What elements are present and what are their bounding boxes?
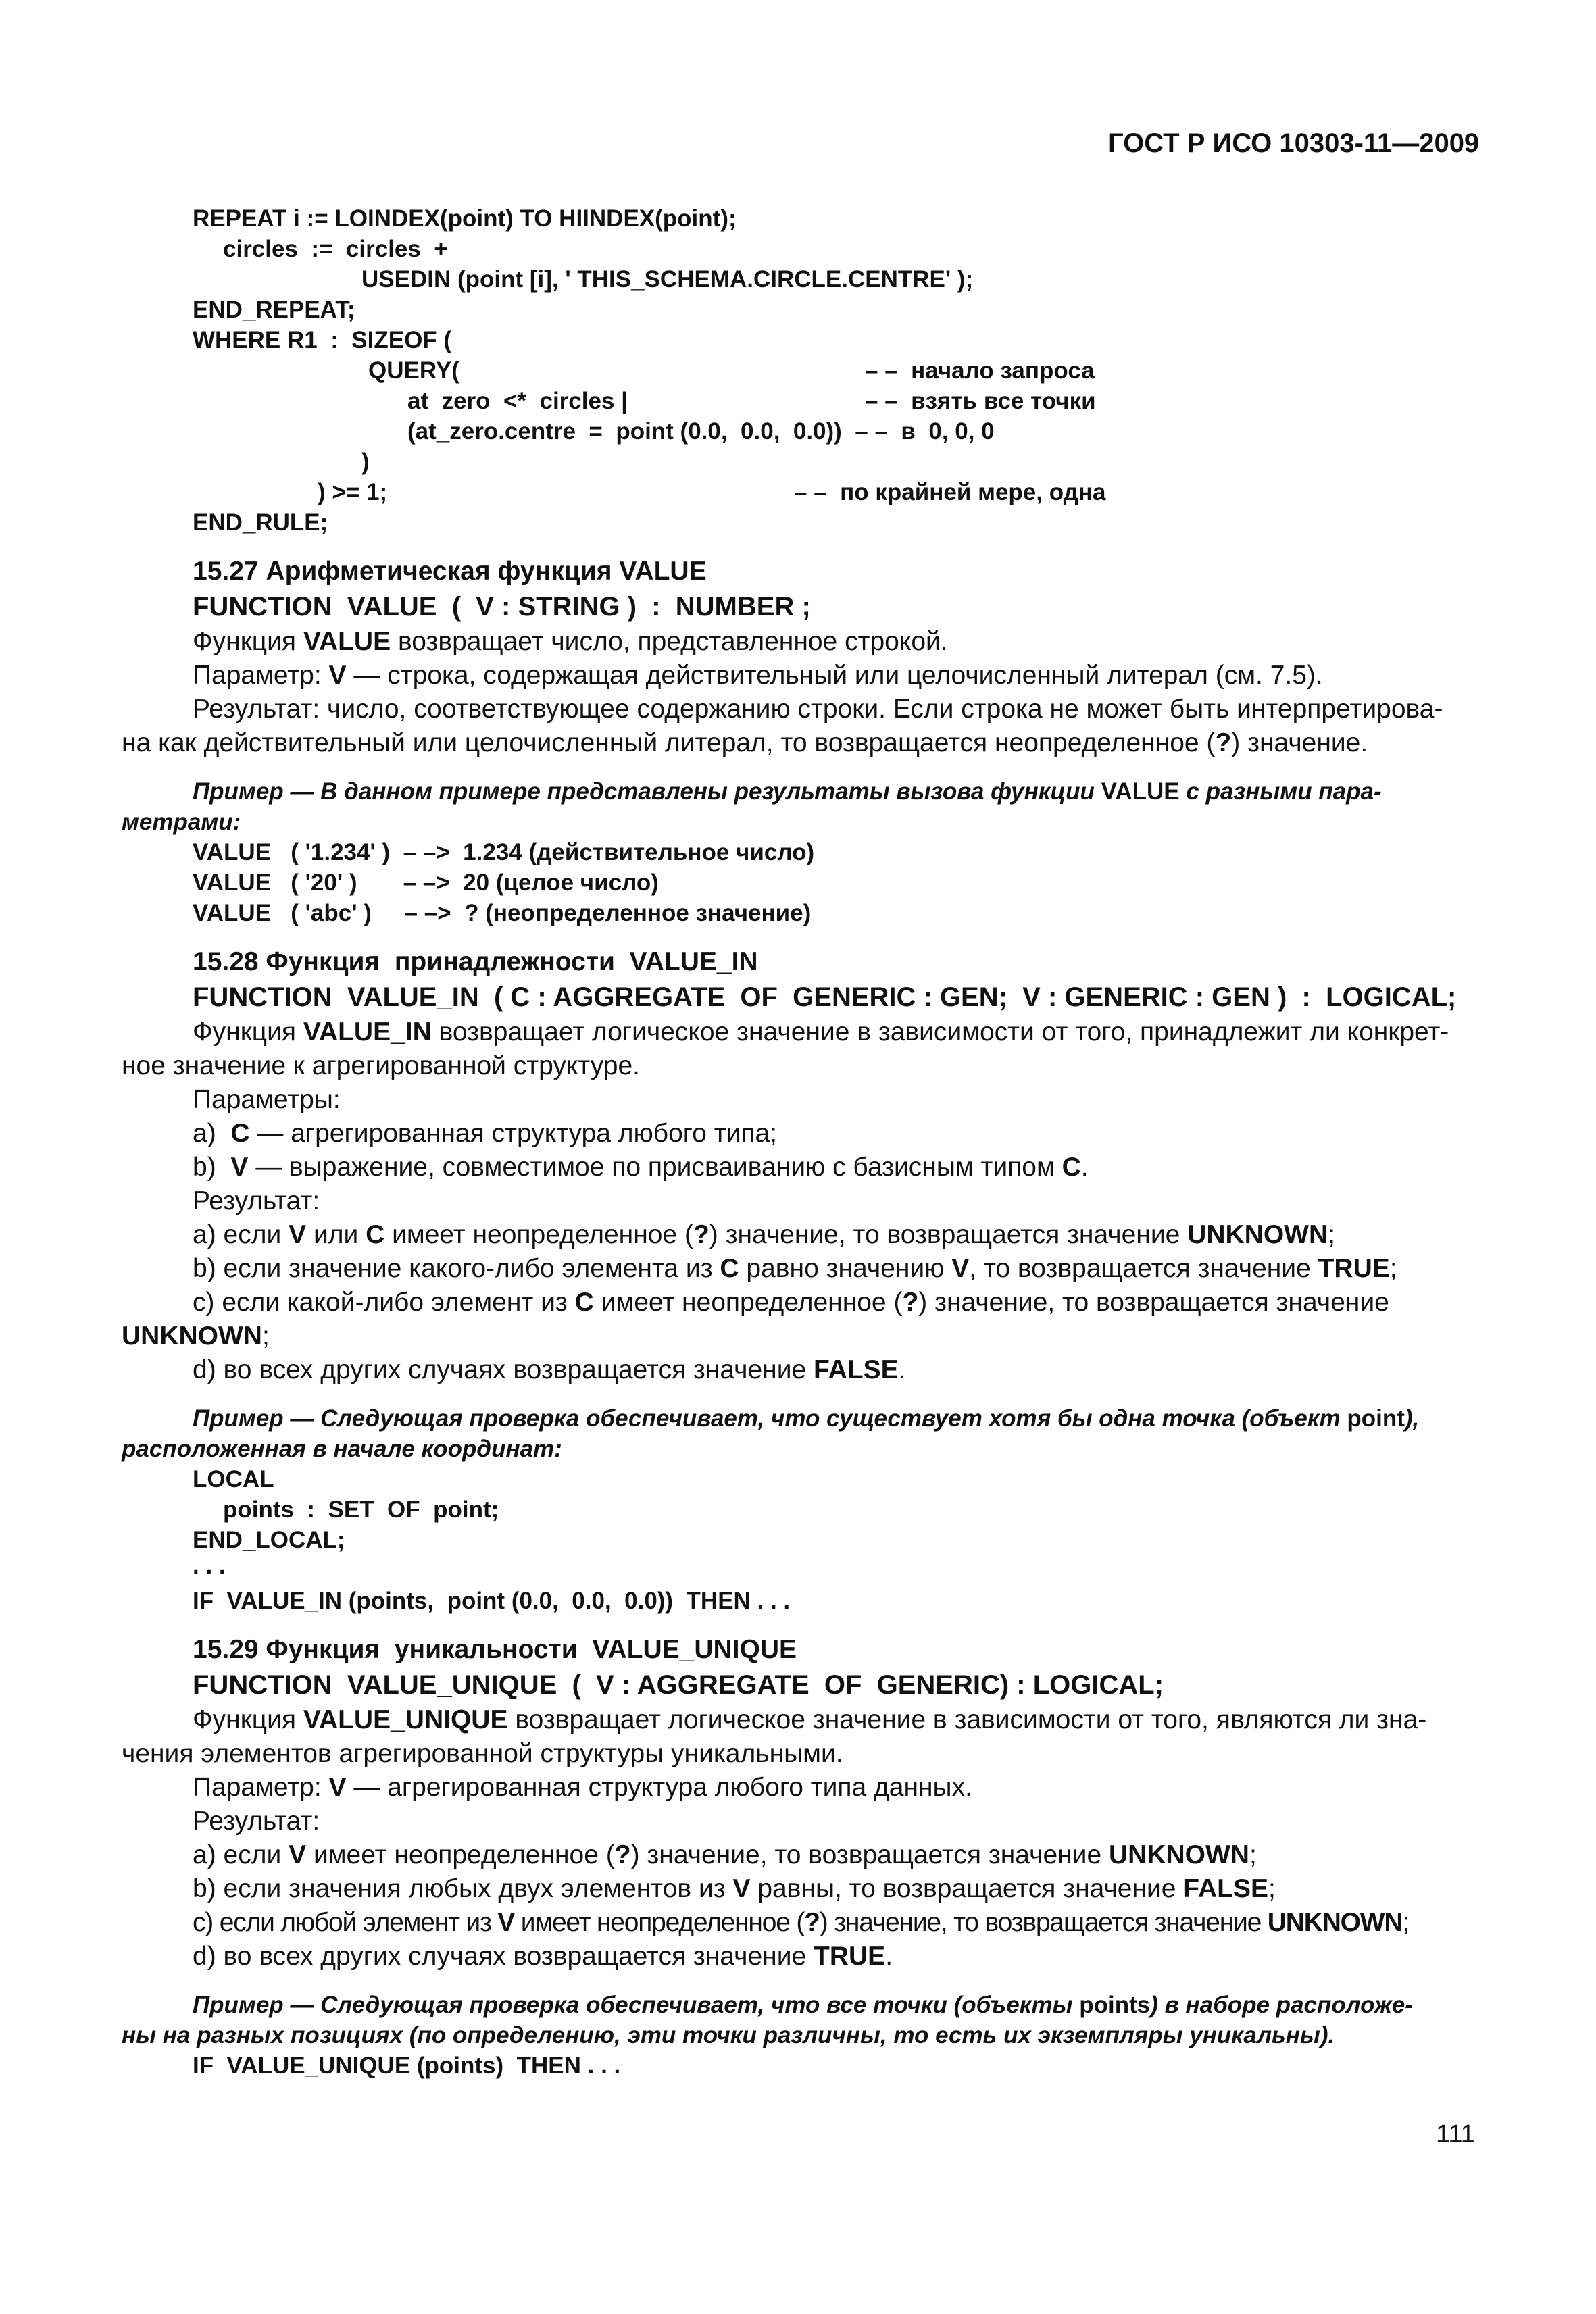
code-comment: – – начало запроса	[865, 357, 1095, 384]
code-line: WHERE R1 : SIZEOF (	[193, 327, 452, 353]
paragraph: ное значение к агрегированной структуре.	[122, 1051, 640, 1080]
code-line: . . .	[193, 1553, 226, 1579]
list-item: d) во всех других случаях возвращается значение TRUE.	[193, 1942, 893, 1971]
function-signature: FUNCTION VALUE_IN ( C : AGGREGATE OF GENERIC : GEN; V : GENERIC : GEN ) : LOGICAL;	[193, 982, 1457, 1012]
example-note: Пример — Следующая проверка обеспечивает, что все точки (объекты points) в наборе расположе-	[193, 1992, 1413, 2018]
page-number: 111	[1436, 2120, 1475, 2148]
list-item: а) если V имеет неопределенное (?) значение, то возвращается значение UNKNOWN;	[193, 1840, 1257, 1869]
code-line: REPEAT i := LOINDEX(point) TO HIINDEX(point);	[193, 205, 737, 232]
paragraph: Параметр: V — агрегированная структура любого типа данных.	[193, 1773, 972, 1802]
code-line: LOCAL	[193, 1466, 274, 1492]
section-heading-15-28: 15.28 Функция принадлежности VALUE_IN	[193, 947, 758, 976]
paragraph: Параметры:	[193, 1085, 341, 1114]
list-item: UNKNOWN;	[122, 1322, 270, 1351]
code-line: at zero <* circles |	[407, 388, 628, 414]
list-item: d) во всех других случаях возвращается значение FALSE.	[193, 1355, 906, 1384]
function-signature: FUNCTION VALUE ( V : STRING ) : NUMBER ;	[193, 592, 811, 622]
example-note: ны на разных позициях (по определению, эти точки различны, то есть их экземпляры уникальны).	[122, 2022, 1335, 2048]
paragraph: на как действительный или целочисленный литерал, то возвращается неопределенное (?) значение.	[122, 728, 1368, 757]
example-note: Пример — Следующая проверка обеспечивает, что существует хотя бы одна точка (объект point),	[193, 1405, 1420, 1432]
code-line: ) >= 1;	[318, 479, 388, 505]
paragraph: Результат: число, соответствующее содержанию строки. Если строка не может быть интерпретирова-	[193, 695, 1443, 724]
code-line: QUERY(	[368, 357, 459, 384]
list-item: a) C — агрегированная структура любого типа;	[193, 1119, 777, 1148]
code-line: END_RULE;	[193, 509, 328, 536]
code-line: VALUE ( '1.234' ) – –> 1.234 (действительное число)	[193, 839, 815, 865]
code-comment: – – взять все точки	[865, 388, 1096, 414]
code-line: (at_zero.centre = point (0.0, 0.0, 0.0)) – – в 0, 0, 0	[407, 418, 995, 445]
function-signature: FUNCTION VALUE_UNIQUE ( V : AGGREGATE OF GENERIC) : LOGICAL;	[193, 1670, 1164, 1700]
section-heading-15-27: 15.27 Арифметическая функция VALUE	[193, 557, 707, 586]
list-item: а) если V или C имеет неопределенное (?) значение, то возвращается значение UNKNOWN;	[193, 1220, 1335, 1249]
example-note: Пример — В данном примере представлены результаты вызова функции VALUE с разными пара-	[193, 778, 1382, 805]
list-item: b) V — выражение, совместимое по присваиванию с базисным типом C.	[193, 1153, 1089, 1182]
list-item: c) если какой-либо элемент из C имеет неопределенное (?) значение, то возвращается значение	[193, 1288, 1389, 1317]
code-line: END_LOCAL;	[193, 1527, 345, 1553]
code-line: )	[361, 449, 370, 475]
code-line: VALUE ( 'abc' ) – –> ? (неопределенное значение)	[193, 900, 812, 926]
code-line: IF VALUE_UNIQUE (points) THEN . . .	[193, 2053, 621, 2079]
code-comment: – – по крайней мере, одна	[794, 479, 1106, 505]
code-line: points : SET OF point;	[223, 1496, 499, 1523]
section-heading-15-29: 15.29 Функция уникальности VALUE_UNIQUE	[193, 1635, 797, 1664]
paragraph: Функция VALUE_IN возвращает логическое значение в зависимости от того, принадлежит ли конкрет-	[193, 1017, 1449, 1047]
code-line: USEDIN (point [i], ' THIS_SCHEMA.CIRCLE.CENTRE' );	[361, 266, 974, 293]
paragraph: чения элементов агрегированной структуры уникальными.	[122, 1739, 843, 1768]
paragraph: Функция VALUE_UNIQUE возвращает логическое значение в зависимости от того, являются ли зна-	[193, 1705, 1427, 1734]
paragraph: Результат:	[193, 1186, 320, 1215]
paragraph: Параметр: V — строка, содержащая действительный или целочисленный литерал (см. 7.5).	[193, 661, 1323, 690]
code-line: VALUE ( '20' ) – –> 20 (целое число)	[193, 870, 659, 896]
example-note: метрами:	[122, 809, 241, 835]
list-item: b) если значения любых двух элементов из V равны, то возвращается значение FALSE;	[193, 1874, 1276, 1903]
code-line: IF VALUE_IN (points, point (0.0, 0.0, 0.0)) THEN . . .	[193, 1588, 791, 1614]
list-item: с) если любой элемент из V имеет неопределенное (?) значение, то возвращается значение UNKNOWN;	[193, 1908, 1410, 1937]
code-line: circles := circles +	[223, 236, 448, 262]
example-note: расположенная в начале координат:	[122, 1436, 562, 1462]
paragraph: Функция VALUE возвращает число, представленное строкой.	[193, 627, 948, 656]
paragraph: Результат:	[193, 1807, 320, 1836]
list-item: b) если значение какого-либо элемента из C равно значению V, то возвращается значение TRUE;	[193, 1254, 1397, 1283]
standard-header: ГОСТ Р ИСО 10303-11—2009	[1108, 128, 1480, 158]
code-line: END_REPEAT;	[193, 297, 355, 323]
